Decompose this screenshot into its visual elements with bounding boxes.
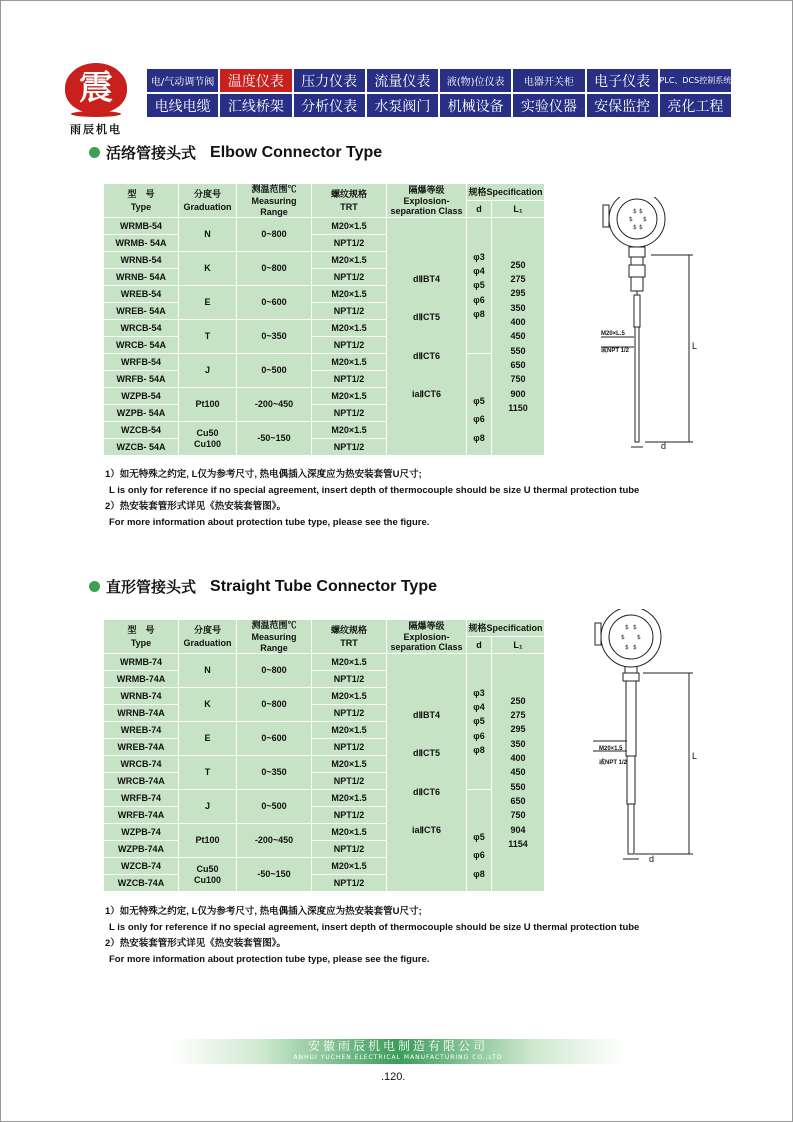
cell-type: WRFB- 54A xyxy=(104,371,179,388)
l1-value: 550 xyxy=(510,345,526,356)
cell-thread: M20×1.5 xyxy=(312,824,387,841)
d-value: φ5 xyxy=(473,396,485,407)
cell-thread: NPT1/2 xyxy=(312,875,387,892)
cell-graduation: N xyxy=(179,218,237,252)
nav-item-lighting[interactable]: 亮化工程 xyxy=(660,94,731,117)
l1-value: 750 xyxy=(510,810,526,821)
table-row xyxy=(104,354,545,371)
bullet-icon xyxy=(89,147,100,158)
col-type: 型 号 Type xyxy=(104,620,179,654)
d-value: φ3 xyxy=(473,251,485,262)
d-value: φ8 xyxy=(473,309,485,320)
svg-text:$: $ xyxy=(621,634,625,641)
cell-l1-values xyxy=(492,218,545,456)
cell-explosion-classes xyxy=(387,218,467,456)
cell-type: WREB-74 xyxy=(104,722,179,739)
cell-type: WRFB-54 xyxy=(104,354,179,371)
cell-thread: M20×1.5 xyxy=(312,286,387,303)
note-line: 1）如无特殊之约定, L仅为参考尺寸, 热电偶插入深度应为热安装套管U尺寸; xyxy=(105,469,422,480)
d-value: φ8 xyxy=(473,868,485,879)
footer-company-cn: 安徽雨辰机电制造有限公司 xyxy=(307,1039,488,1053)
cell-thread: M20×1.5 xyxy=(312,756,387,773)
nav-item-switchgear[interactable]: 电器开关柜 xyxy=(513,69,584,92)
d-value: φ5 xyxy=(473,716,485,727)
cell-range: -200~450 xyxy=(237,824,312,858)
cell-range: 0~500 xyxy=(237,790,312,824)
cell-graduation: J xyxy=(179,354,237,388)
l1-value: 750 xyxy=(510,374,526,385)
note-line: L is only for reference if no special agreement, insert depth of thermocouple should be size U thermal protection tube xyxy=(109,485,640,496)
col-l1: L₁ xyxy=(492,201,545,218)
cell-type: WZPB-74 xyxy=(104,824,179,841)
cell-d-values xyxy=(467,354,492,456)
l1-value: 350 xyxy=(510,738,526,749)
svg-text:$: $ xyxy=(625,644,629,651)
nav-item-analyzer[interactable]: 分析仪表 xyxy=(294,94,365,117)
col-range: 测温范围℃ Measuring Range xyxy=(237,184,312,218)
l1-value: 650 xyxy=(510,360,526,371)
l1-value: 250 xyxy=(510,695,526,706)
cell-type: WZCB-54 xyxy=(104,422,179,439)
note-line: For more information about protection tube type, please see the figure. xyxy=(109,517,430,528)
cell-type: WRCB-74A xyxy=(104,773,179,790)
svg-text:$: $ xyxy=(633,224,637,231)
cell-type: WRFB-74A xyxy=(104,807,179,824)
cell-type: WRNB-74A xyxy=(104,705,179,722)
cell-range: 0~800 xyxy=(237,218,312,252)
cell-type: WZPB-74A xyxy=(104,841,179,858)
cell-l1-values xyxy=(492,654,545,892)
cell-type: WRNB-74 xyxy=(104,688,179,705)
l1-value: 250 xyxy=(510,259,526,270)
cell-range: 0~600 xyxy=(237,722,312,756)
d-value: φ5 xyxy=(473,832,485,843)
svg-text:$: $ xyxy=(633,624,637,631)
drawing2-thread2: 或NPT 1/2 xyxy=(599,760,628,766)
cell-graduation: T xyxy=(179,320,237,354)
l1-value: 904 xyxy=(510,824,526,835)
cell-graduation: J xyxy=(179,790,237,824)
cell-thread: M20×1.5 xyxy=(312,320,387,337)
drawing2-thread1: M20×1.5 xyxy=(599,746,623,752)
note-line: 2）热安装套管形式详见《热安装套管图》。 xyxy=(105,501,287,512)
col-graduation: 分度号 Graduation xyxy=(179,620,237,654)
d-value: φ5 xyxy=(473,280,485,291)
col-l1: L₁ xyxy=(492,637,545,654)
col-specification: 规格Specification xyxy=(467,184,545,201)
table-row xyxy=(104,790,545,807)
explosion-class: dⅡBT4 xyxy=(413,709,440,720)
cell-range: 0~500 xyxy=(237,354,312,388)
section2-notes xyxy=(105,904,639,968)
col-d: d xyxy=(467,201,492,218)
cell-thread: M20×1.5 xyxy=(312,354,387,371)
cell-graduation: K xyxy=(179,688,237,722)
cell-thread: M20×1.5 xyxy=(312,790,387,807)
section2-title-cn: 直形管接头式 xyxy=(106,578,197,596)
table-row xyxy=(104,654,545,671)
cell-type: WRCB-74 xyxy=(104,756,179,773)
svg-text:$: $ xyxy=(643,216,647,223)
col-thread: 螺纹规格 TRT xyxy=(312,184,387,218)
explosion-class: dⅡCT5 xyxy=(413,312,440,323)
cell-thread: NPT1/2 xyxy=(312,439,387,456)
l1-value: 275 xyxy=(510,273,526,284)
drawing1-dim-d: d xyxy=(661,441,667,451)
note-line: 1）如无特殊之约定, L仅为参考尺寸, 热电偶插入深度应为热安装套管U尺寸; xyxy=(105,906,422,917)
footer-company-en: ANHUI YUCHEN ELECTRICAL MANUFACTURING CO.,LTD xyxy=(293,1054,503,1061)
nav-item-plc-dcs[interactable]: PLC、DCS控制系统 xyxy=(660,69,731,92)
l1-value: 295 xyxy=(510,724,526,735)
cell-type: WRMB- 54A xyxy=(104,235,179,252)
cell-type: WRCB- 54A xyxy=(104,337,179,354)
d-value: φ4 xyxy=(473,266,485,277)
note-line: For more information about protection tube type, please see the figure. xyxy=(109,954,430,965)
cell-thread: NPT1/2 xyxy=(312,371,387,388)
cell-graduation: T xyxy=(179,756,237,790)
cell-type: WRMB-74A xyxy=(104,671,179,688)
cell-thread: NPT1/2 xyxy=(312,841,387,858)
cell-graduation: E xyxy=(179,286,237,320)
nav-item-electronic[interactable]: 电子仪表 xyxy=(587,69,658,92)
cell-graduation: Pt100 xyxy=(179,824,237,858)
l1-value: 295 xyxy=(510,288,526,299)
cell-range: 0~800 xyxy=(237,688,312,722)
nav-item-lab[interactable]: 实验仪器 xyxy=(513,94,584,117)
svg-text:$: $ xyxy=(639,208,643,215)
d-value: φ6 xyxy=(473,850,485,861)
cell-type: WRMB-54 xyxy=(104,218,179,235)
col-specification: 规格Specification xyxy=(467,620,545,637)
cell-thread: NPT1/2 xyxy=(312,303,387,320)
explosion-class: iaⅡCT6 xyxy=(412,388,441,399)
drawing1-thread1: M20×L.5 xyxy=(601,331,625,337)
drawing1-dim-l: L xyxy=(692,341,698,351)
col-explosion-class: 隔爆等级 Explosion- separation Class xyxy=(387,184,467,218)
nav-item-pressure[interactable]: 压力仪表 xyxy=(294,69,365,92)
svg-text:$: $ xyxy=(625,624,629,631)
nav-item-level[interactable]: 液(物)位仪表 xyxy=(440,69,511,92)
cell-type: WREB-54 xyxy=(104,286,179,303)
section1-title-en: Elbow Connector Type xyxy=(210,143,383,161)
d-value: φ8 xyxy=(473,745,485,756)
l1-value: 350 xyxy=(510,302,526,313)
svg-text:$: $ xyxy=(629,216,633,223)
nav-item-control-valve[interactable]: 电/气动调节阀 xyxy=(147,69,218,92)
elbow-connector-drawing xyxy=(589,197,709,459)
l1-value: 900 xyxy=(510,388,526,399)
cell-graduation: E xyxy=(179,722,237,756)
cell-graduation: K xyxy=(179,252,237,286)
cell-type: WRCB-54 xyxy=(104,320,179,337)
cell-thread: NPT1/2 xyxy=(312,807,387,824)
cell-range: -50~150 xyxy=(237,858,312,892)
l1-value: 400 xyxy=(510,317,526,328)
cell-graduation: N xyxy=(179,654,237,688)
nav-item-cable[interactable]: 电线电缆 xyxy=(147,94,218,117)
d-value: φ4 xyxy=(473,702,485,713)
company-name: 雨辰机电 xyxy=(70,123,122,136)
cell-range: 0~350 xyxy=(237,320,312,354)
l1-value: 400 xyxy=(510,753,526,764)
cell-thread: NPT1/2 xyxy=(312,773,387,790)
l1-value: 450 xyxy=(510,331,526,342)
cell-type: WRNB- 54A xyxy=(104,269,179,286)
footer-band xyxy=(171,1039,625,1064)
cell-thread: M20×1.5 xyxy=(312,252,387,269)
l1-value: 275 xyxy=(510,709,526,720)
l1-value: 1154 xyxy=(508,839,528,850)
cell-range: 0~800 xyxy=(237,252,312,286)
cell-thread: M20×1.5 xyxy=(312,388,387,405)
explosion-class: dⅡCT6 xyxy=(413,786,440,797)
section1-spec-table xyxy=(103,183,545,456)
l1-value: 450 xyxy=(510,767,526,778)
col-type: 型 号 Type xyxy=(104,184,179,218)
explosion-class: dⅡCT6 xyxy=(413,350,440,361)
l1-value: 650 xyxy=(510,796,526,807)
logo-mark: 震 xyxy=(65,63,127,113)
cell-thread: NPT1/2 xyxy=(312,337,387,354)
section1-notes xyxy=(105,467,639,531)
cell-thread: NPT1/2 xyxy=(312,739,387,756)
cell-type: WREB-74A xyxy=(104,739,179,756)
table-row xyxy=(104,218,545,235)
cell-type: WZCB-74 xyxy=(104,858,179,875)
cell-explosion-classes xyxy=(387,654,467,892)
nav-item-flow[interactable]: 流量仪表 xyxy=(367,69,438,92)
cell-graduation: Cu50 Cu100 xyxy=(179,422,237,456)
d-value: φ8 xyxy=(473,432,485,443)
cell-range: 0~800 xyxy=(237,654,312,688)
cell-type: WZCB- 54A xyxy=(104,439,179,456)
cell-thread: M20×1.5 xyxy=(312,858,387,875)
section2-spec-table xyxy=(103,619,545,892)
note-line: L is only for reference if no special agreement, insert depth of thermocouple should be size U thermal protection tube xyxy=(109,922,640,933)
explosion-class: dⅡCT5 xyxy=(413,748,440,759)
svg-text:$: $ xyxy=(633,644,637,651)
d-value: φ6 xyxy=(473,414,485,425)
bullet-icon xyxy=(89,581,100,592)
section1-title-cn: 活络管接头式 xyxy=(106,144,197,162)
cell-type: WZPB-54 xyxy=(104,388,179,405)
cell-d-values xyxy=(467,218,492,354)
cell-type: WRFB-74 xyxy=(104,790,179,807)
note-line: 2）热安装套管形式详见《热安装套管图》。 xyxy=(105,938,287,949)
l1-value: 1150 xyxy=(508,403,528,414)
cell-thread: NPT1/2 xyxy=(312,269,387,286)
cell-type: WRMB-74 xyxy=(104,654,179,671)
cell-thread: NPT1/2 xyxy=(312,671,387,688)
section1-title xyxy=(89,142,382,163)
svg-text:$: $ xyxy=(633,208,637,215)
cell-thread: NPT1/2 xyxy=(312,405,387,422)
col-graduation: 分度号 Graduation xyxy=(179,184,237,218)
col-range: 测温范围℃ Measuring Range xyxy=(237,620,312,654)
cell-d-values xyxy=(467,654,492,790)
page-number: .120. xyxy=(381,1071,406,1083)
drawing2-dim-l: L xyxy=(692,751,698,761)
nav-item-cable-tray[interactable]: 汇线桥架 xyxy=(220,94,291,117)
cell-thread: M20×1.5 xyxy=(312,688,387,705)
section2-title-en: Straight Tube Connector Type xyxy=(210,577,437,595)
explosion-class: dⅡBT4 xyxy=(413,273,440,284)
col-thread: 螺纹规格 TRT xyxy=(312,620,387,654)
category-nav xyxy=(147,69,731,117)
nav-item-pump-valve[interactable]: 水泵阀门 xyxy=(367,94,438,117)
cell-graduation: Pt100 xyxy=(179,388,237,422)
cell-type: WRNB-54 xyxy=(104,252,179,269)
drawing1-thread2: 或NPT 1/2 xyxy=(601,348,630,354)
cell-type: WZPB- 54A xyxy=(104,405,179,422)
cell-thread: NPT1/2 xyxy=(312,705,387,722)
cell-range: 0~600 xyxy=(237,286,312,320)
col-explosion-class: 隔爆等级 Explosion- separation Class xyxy=(387,620,467,654)
d-value: φ6 xyxy=(473,730,485,741)
cell-range: -200~450 xyxy=(237,388,312,422)
cell-thread: M20×1.5 xyxy=(312,654,387,671)
company-logo xyxy=(63,63,129,136)
cell-type: WREB- 54A xyxy=(104,303,179,320)
nav-item-temperature[interactable]: 温度仪表 xyxy=(220,69,291,92)
drawing2-dim-d: d xyxy=(649,854,655,864)
cell-range: 0~350 xyxy=(237,756,312,790)
l1-value: 550 xyxy=(510,781,526,792)
col-d: d xyxy=(467,637,492,654)
nav-item-security[interactable]: 安保监控 xyxy=(587,94,658,117)
d-value: φ6 xyxy=(473,294,485,305)
cell-type: WZCB-74A xyxy=(104,875,179,892)
nav-item-machinery[interactable]: 机械设备 xyxy=(440,94,511,117)
straight-connector-drawing xyxy=(589,609,709,871)
cell-thread: M20×1.5 xyxy=(312,722,387,739)
svg-text:$: $ xyxy=(639,224,643,231)
section2-title xyxy=(89,576,437,597)
d-value: φ3 xyxy=(473,687,485,698)
svg-text:$: $ xyxy=(637,634,641,641)
cell-thread: M20×1.5 xyxy=(312,218,387,235)
cell-thread: NPT1/2 xyxy=(312,235,387,252)
cell-d-values xyxy=(467,790,492,892)
cell-thread: M20×1.5 xyxy=(312,422,387,439)
explosion-class: iaⅡCT6 xyxy=(412,824,441,835)
cell-range: -50~150 xyxy=(237,422,312,456)
cell-graduation: Cu50 Cu100 xyxy=(179,858,237,892)
